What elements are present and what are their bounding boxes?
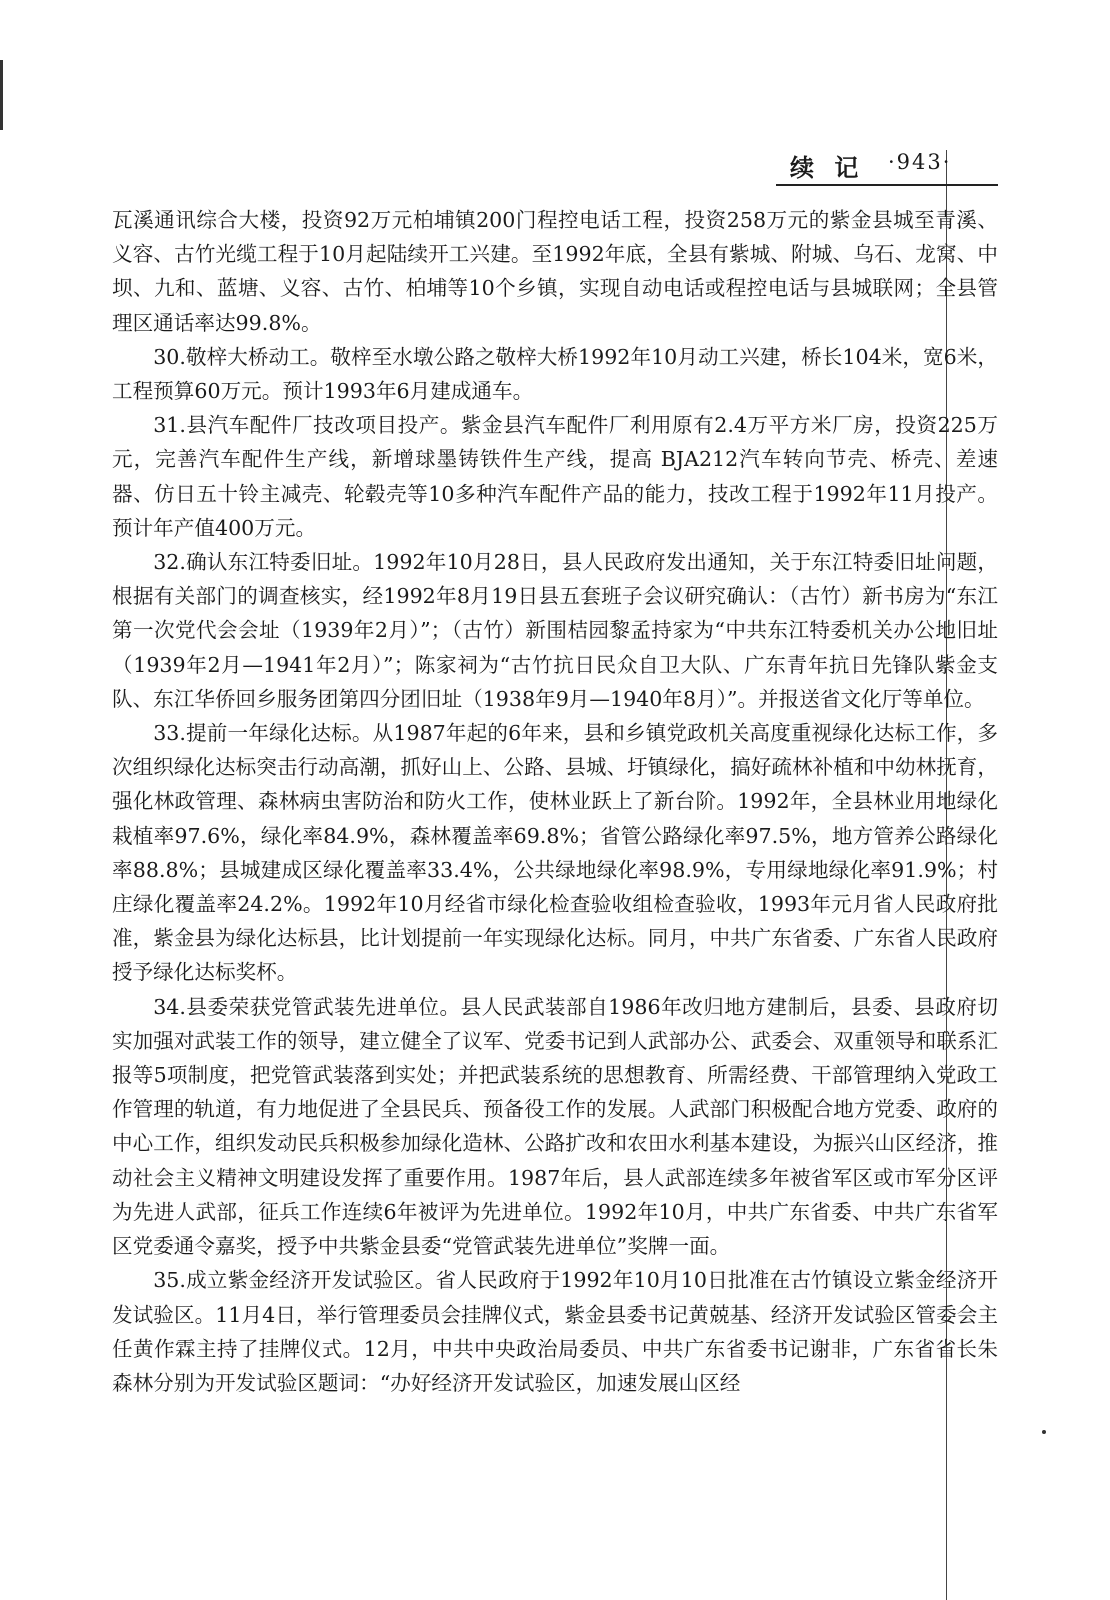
section-title: 续 记 bbox=[790, 153, 865, 182]
paragraph-item-34: 34.县委荣获党管武装先进单位。县人民武装部自1986年改归地方建制后，县委、县政府切实加强对武装工作的领导，建立健全了议军、党委书记到人武部办公、武委会、双重领导和联系汇报等5项制度，把党管武装落到实处；并把武装系统的思想教育、所需经费、干部管理纳入党政工作管理的轨道，有力地促进了全县民兵、预备役工作的发展。人武部门积极配合地方党委、政府的中心工作，组织发动民兵积极参加绿化造林、公路扩改和农田水利基本建设，为振兴山区经济，推动社会主义精神文明建设发挥了重要作用。1987年后，县人武部连续多年被省军区或市军分区评为先进人武部，征兵工作连续6年被评为先进单位。1992年10月，中共广东省委、中共广东省军区党委通令嘉奖，授予中共紫金县委“党管武装先进单位”奖牌一面。 bbox=[112, 994, 998, 1259]
scan-margin-mark bbox=[0, 60, 3, 130]
page-number: ·943· bbox=[888, 150, 952, 174]
paragraph-item-30: 30.敬梓大桥动工。敬梓至水墩公路之敬梓大桥1992年10月动工兴建，桥长104米，宽6米，工程预算60万元。预计1993年6月建成通车。 bbox=[112, 344, 998, 404]
paragraph-item-35: 35.成立紫金经济开发试验区。省人民政府于1992年10月10日批准在古竹镇设立紫金经济开发试验区。11月4日，举行管理委员会挂牌仪式，紫金县委书记黄兢基、经济开发试验区管委会主任黄作霖主持了挂牌仪式。12月，中共中央政治局委员、中共广东省委书记谢非，广东省省长朱森林分别为开发试验区题词：“办好经济开发试验区，加速发展山区经 bbox=[112, 1268, 998, 1395]
paragraph-continuation: 瓦溪通讯综合大楼，投资92万元柏埔镇200门程控电话工程，投资258万元的紫金县城至青溪、义容、古竹光缆工程于10月起陆续开工兴建。至1992年底，全县有紫城、附城、乌石、龙窝、中坝、九和、蓝塘、义容、古竹、柏埔等10个乡镇，实现自动电话或程控电话与县城联网；全县管理区通话率达99.8%。 bbox=[112, 208, 998, 335]
running-header bbox=[790, 142, 990, 182]
paragraph-item-31: 31.县汽车配件厂技改项目投产。紫金县汽车配件厂利用原有2.4万平方米厂房，投资225万元，完善汽车配件生产线，新增球墨铸铁件生产线，提高 BJA212汽车转向节壳、桥壳、差速器、仿日五十铃主减壳、轮毂壳等10多种汽车配件产品的能力，技改工程于1992年11月投产。预计年产值400万元。 bbox=[112, 413, 998, 540]
scan-speck bbox=[1042, 1430, 1046, 1434]
paragraph-item-32: 32.确认东江特委旧址。1992年10月28日，县人民政府发出通知，关于东江特委旧址问题，根据有关部门的调查核实，经1992年8月19日县五套班子会议研究确认：（古竹）新书房为“东江第一次党代会会址（1939年2月）”；（古竹）新围桔园黎孟持家为“中共东江特委机关办公地旧址（1939年2月—1941年2月）”；陈家祠为“古竹抗日民众自卫大队、广东青年抗日先锋队紫金支队、东江华侨回乡服务团第四分团旧址（1938年9月—1940年8月）”。并报送省文化厅等单位。 bbox=[112, 550, 998, 711]
body-text bbox=[112, 203, 998, 1400]
paragraph-item-33: 33.提前一年绿化达标。从1987年起的6年来，县和乡镇党政机关高度重视绿化达标工作，多次组织绿化达标突击行动高潮，抓好山上、公路、县城、圩镇绿化，搞好疏林补植和中幼林抚育，强化林政管理、森林病虫害防治和防火工作，使林业跃上了新台阶。1992年，全县林业用地绿化栽植率97.6%，绿化率84.9%，森林覆盖率69.8%；省管公路绿化率97.5%，地方管养公路绿化率88.8%；县城建成区绿化覆盖率33.4%，公共绿地绿化率98.9%，专用绿地绿化率91.9%；村庄绿化覆盖率24.2%。1992年10月经省市绿化检查验收组检查验收，1993年元月省人民政府批准，紫金县为绿化达标县，比计划提前一年实现绿化达标。同月，中共广东省委、广东省人民政府授予绿化达标奖杯。 bbox=[112, 721, 998, 985]
header-rule bbox=[776, 184, 998, 186]
